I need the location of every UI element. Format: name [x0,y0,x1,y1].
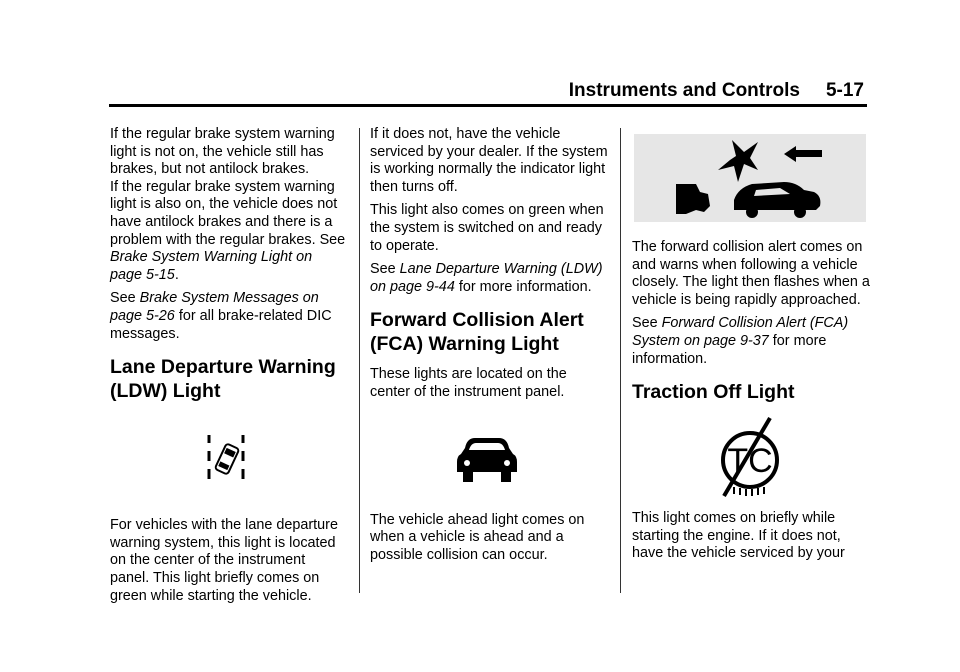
paragraph: These lights are located on the center of the instrument panel. [370,366,567,400]
fca-icon-container [632,134,872,239]
text: for more information. [632,332,827,367]
paragraph: This light also comes on green when the system is switched on and ready to operate. [370,202,604,254]
paragraph [110,290,348,343]
text: If the regular brake system warning light is also on, the vehicle does not have antilock brakes and there is a problem with the regular brakes. See [110,178,346,248]
paragraph: The forward collision alert comes on and warns when following a vehicle closely. The light then flashes when a vehicle is being rapidly approached. [632,239,870,308]
page-number: 5-17 [825,80,864,101]
text: See [632,315,662,332]
column-1 [110,126,348,611]
paragraph: For vehicles with the lane departure warning system, this light is located on the center of the instrument panel. This light briefly comes on green while starting the vehicle. [110,517,338,604]
page-header-title [569,80,864,102]
page-reference-link[interactable]: Forward Collision Alert (FCA) System on page 9-37 [632,315,849,349]
header-rule [109,104,867,107]
paragraph: The vehicle ahead light comes on when a vehicle is ahead and a possible collision can occur. [370,511,585,563]
traction-off-icon-container [632,414,872,510]
paragraph: If it does not, have the vehicle serviced by your dealer. If the system is working normally the indicator light then turns off. [370,126,608,195]
section-heading: Forward Collision Alert (FCA) Warning Light [370,309,584,356]
traction-off-icon [714,416,786,500]
section-heading: Traction Off Light [632,381,795,404]
text: for more information. [454,278,592,295]
forward-collision-alert-icon [634,134,866,222]
text: . [174,266,179,283]
paragraph [110,179,348,285]
paragraph [370,261,610,296]
text: See [370,261,400,278]
page-reference-link[interactable]: Brake System Messages on page 5-26 [110,290,319,324]
page-reference-link[interactable]: Brake System Warning Light on page 5-15 [110,249,313,283]
ldw-icon-container [110,413,348,517]
page-reference-link[interactable]: Lane Departure Warning (LDW) on page 9-44 [370,261,603,295]
text: for all brake-related DIC messages. [110,307,332,342]
column-2 [370,126,610,570]
traction-icon-text: TC [727,442,773,481]
column-divider [620,128,621,593]
vehicle-ahead-icon-container [370,408,610,512]
lane-departure-warning-icon [200,429,260,489]
paragraph: This light comes on briefly while starting the engine. If it does not, have the vehicle serviced by your [632,510,845,562]
header-title-text: Instruments and Controls [568,80,800,101]
column-3 [632,126,872,569]
text: See [110,290,140,307]
section-heading: Lane Departure Warning (LDW) Light [110,356,336,403]
paragraph: If the regular brake system warning light is not on, the vehicle still has brakes, but not antilock brakes. [110,126,335,178]
column-divider [359,128,360,593]
vehicle-ahead-icon [455,434,519,486]
paragraph [632,315,872,368]
